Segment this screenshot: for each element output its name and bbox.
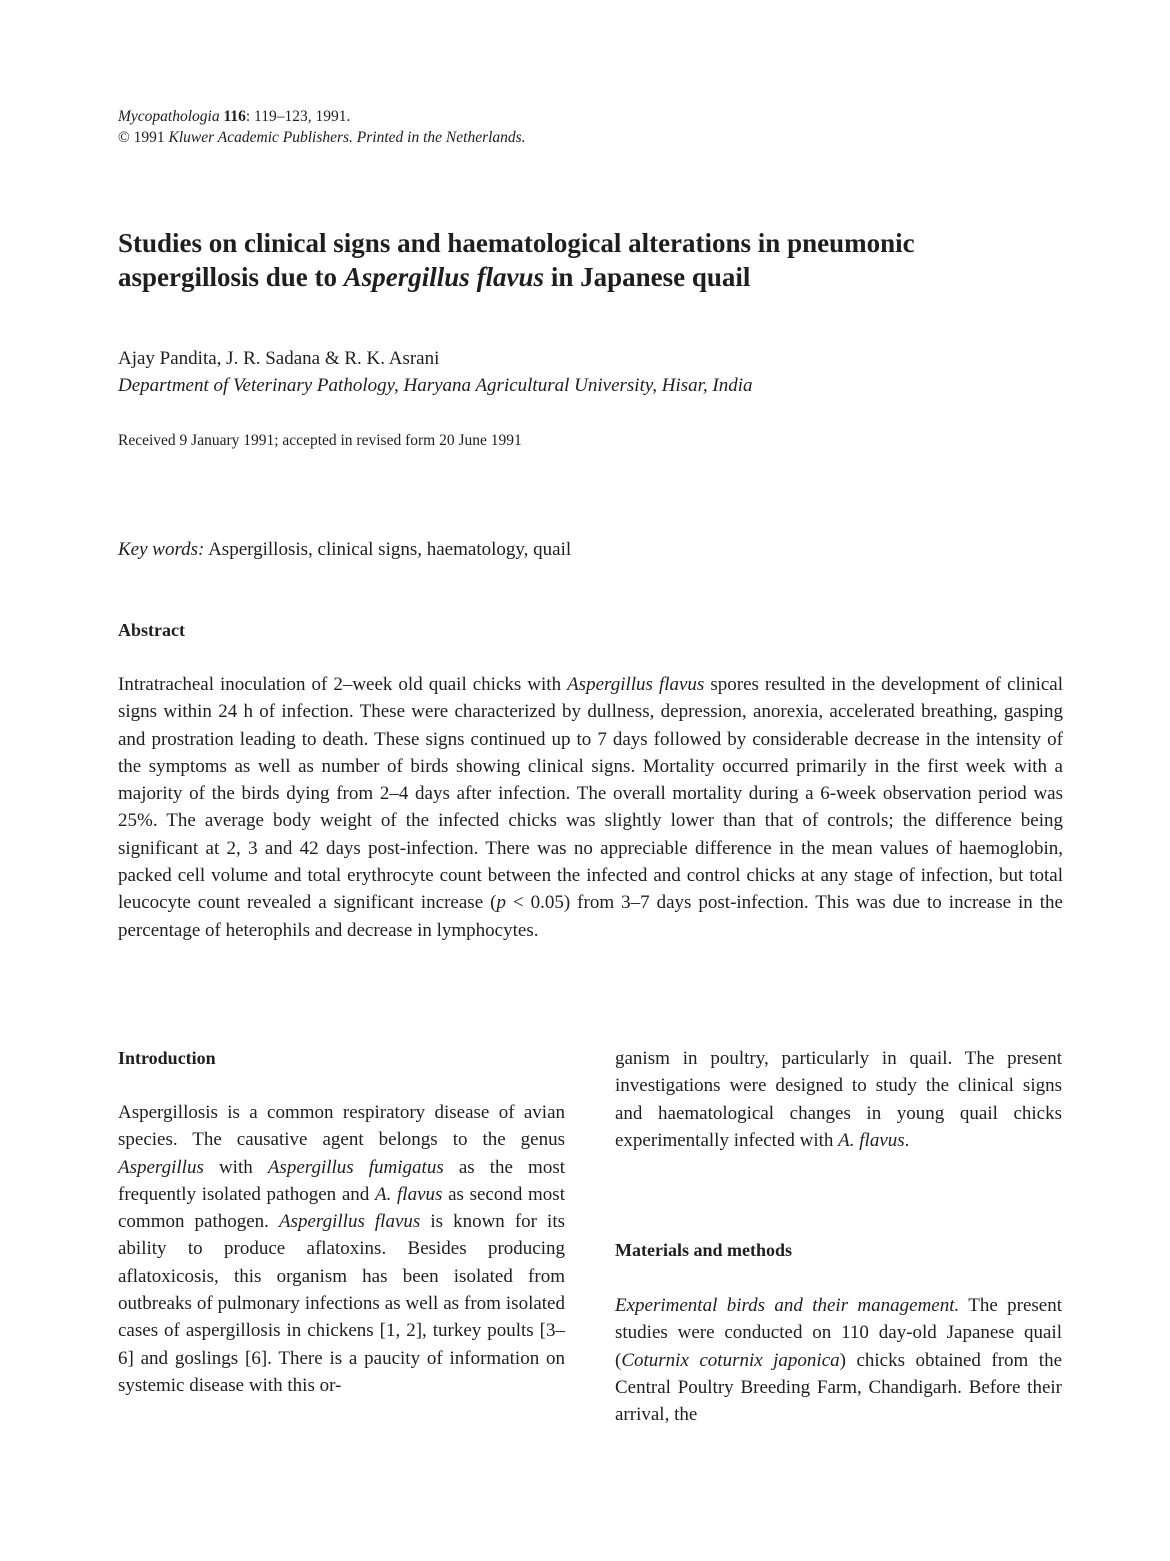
- journal-header: [118, 106, 526, 148]
- abstract-part: Intratracheal inoculation of 2–week old quail chicks with: [118, 674, 568, 695]
- methods-text: [615, 1292, 1062, 1428]
- intro-cont-end: .: [904, 1129, 910, 1151]
- received-dates: Received 9 January 1991; accepted in revised form 20 June 1991: [118, 432, 522, 449]
- title-text-end: in Japanese quail: [544, 262, 751, 292]
- methods-part: The present studies were conducted on 110 day-old Japanese quail (: [615, 1295, 1062, 1371]
- title-text: Studies on clinical signs and haematological alterations in pneumonic aspergillosis due to: [118, 228, 915, 292]
- abstract-heading: Abstract: [118, 620, 185, 640]
- citation-line: [118, 106, 526, 127]
- intro-part: Aspergillosis is a common respiratory disease of avian species. The causative agent belongs to the genus: [118, 1102, 565, 1151]
- abstract-part: < 0.05) from 3–7 days post-infection. This was due to increase in the percentage of heterophils and decrease in lymphocytes.: [118, 892, 1063, 941]
- publisher: Kluwer Academic Publishers. Printed in the Netherlands.: [168, 129, 526, 146]
- intro-italic: Aspergillus flavus: [279, 1211, 421, 1233]
- introduction-heading: Introduction: [118, 1048, 216, 1068]
- intro-part: with: [203, 1156, 268, 1178]
- intro-cont-part: ganism in poultry, particularly in quail. The present investigations were designed to study the clinical signs and haematological changes in young quail chicks experimentally infected with: [615, 1048, 1062, 1151]
- pages-year: : 119–123, 1991.: [245, 108, 351, 125]
- paper-title: [118, 226, 1058, 294]
- journal-name: Mycopathologia: [118, 108, 220, 125]
- authors: Ajay Pandita, J. R. Sadana & R. K. Asrani: [118, 348, 440, 369]
- intro-italic: A. flavus: [374, 1183, 443, 1205]
- methods-subheading: Experimental birds and their management.: [615, 1295, 960, 1316]
- p-value-symbol: p: [496, 892, 506, 914]
- introduction-text: [118, 1099, 565, 1399]
- methods-part: ) chicks obtained from the Central Poultry Breeding Farm, Chandigarh. Before their arrival, the: [615, 1349, 1062, 1426]
- title-species: Aspergillus flavus: [343, 262, 545, 292]
- introduction-continued: [615, 1045, 1062, 1154]
- copyright-year: 1991: [133, 129, 165, 146]
- intro-cont-species: A. flavus: [838, 1129, 905, 1151]
- keywords-label: Key words:: [118, 539, 205, 560]
- methods-heading: Materials and methods: [615, 1240, 792, 1260]
- abstract-species: Aspergillus flavus: [567, 674, 705, 695]
- intro-italic: Aspergillus: [118, 1156, 204, 1178]
- volume-number: 116: [223, 108, 246, 125]
- intro-part: is known for its ability to produce aflatoxins. Besides producing aflatoxicosis, this organism has been isolated from outbreaks of pulmonary infections as well as from isolated cases of aspergillosis in chickens [1, 2], turkey poults [3–6] and goslings [6]. There is a paucity of information on systemic disease with this or-: [118, 1211, 566, 1396]
- abstract-part: spores resulted in the development of clinical signs within 24 h of infection. These were characterized by dullness, depression, anorexia, accelerated breathing, gasping and prostration leading to death. These signs continued up to 7 days followed by considerable decrease in the intensity of the symptoms as well as number of birds showing clinical signs. Mortality occurred primarily in the first week with a majority of the birds dying from 2–4 days after infection. The overall mortality during a 6-week observation period was 25%. The average body weight of the infected chicks was slightly lower than that of controls; the difference being significant at 2, 3 and 42 days post-infection. There was no appreciable difference in the mean values of haemoglobin, packed cell volume and total erythrocyte count between the infected and control chicks at any stage of infection, but total leucocyte count revealed a significant increase (: [118, 674, 1064, 914]
- affiliation: Department of Veterinary Pathology, Haryana Agricultural University, Hisar, India: [118, 375, 753, 396]
- intro-italic: Aspergillus fumigatus: [267, 1156, 444, 1178]
- intro-part: as second most common pathogen.: [118, 1183, 565, 1233]
- copyright-line: [118, 127, 526, 148]
- keywords-value: Aspergillosis, clinical signs, haematology, quail: [208, 539, 572, 560]
- methods-species: Coturnix coturnix japonica: [621, 1349, 840, 1371]
- abstract-text: [118, 671, 1063, 944]
- copyright-symbol: ©: [118, 129, 130, 146]
- intro-part: as the most frequently isolated pathogen and: [118, 1156, 565, 1205]
- keywords: [118, 536, 571, 563]
